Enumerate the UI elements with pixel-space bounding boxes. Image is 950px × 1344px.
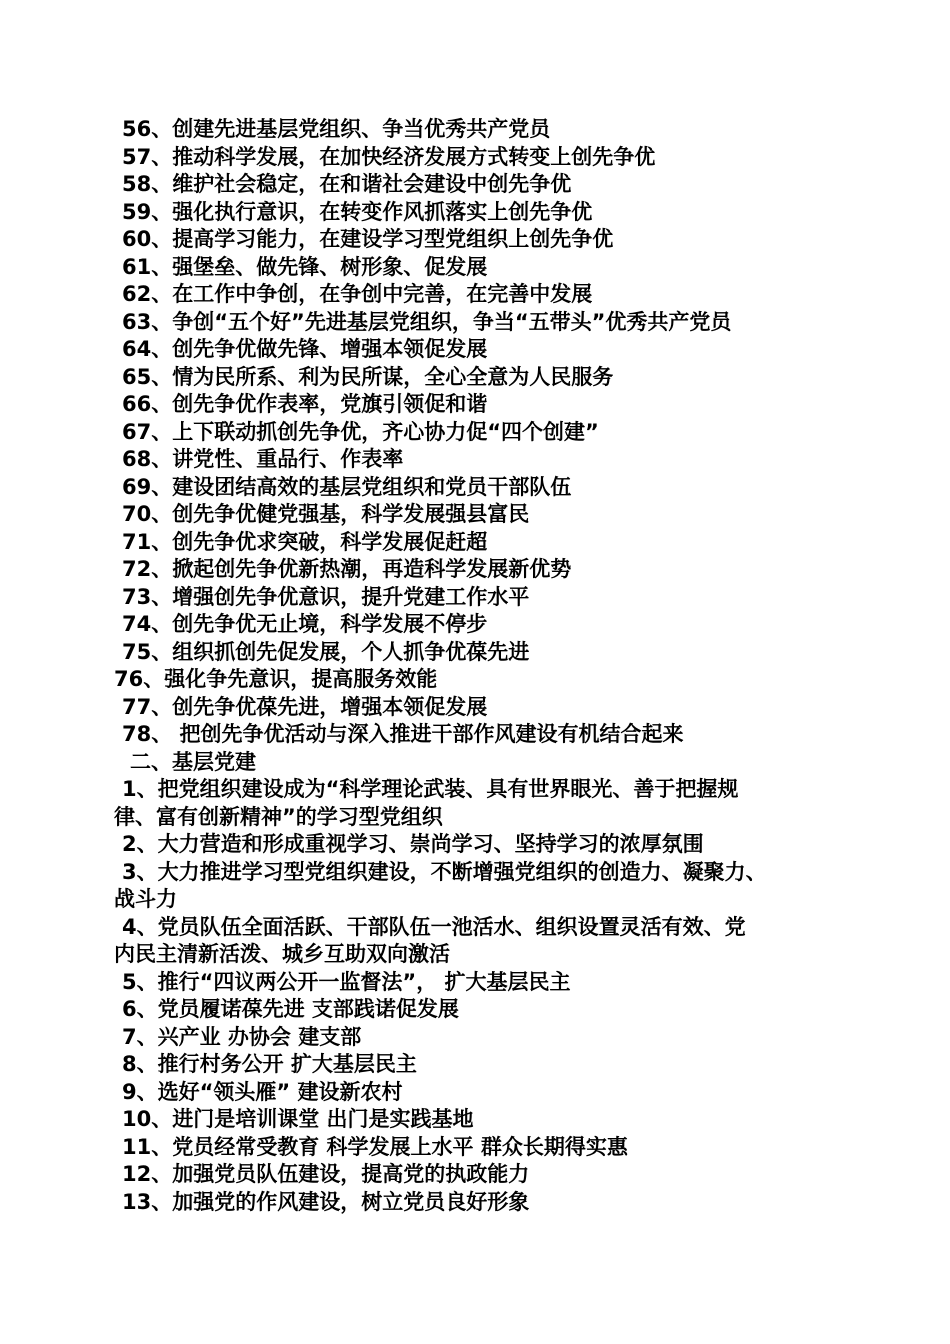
list-item: 57、推动科学发展，在加快经济发展方式转变上创先争优	[122, 144, 656, 169]
list-item: 62、在工作中争创，在争创中完善，在完善中发展	[122, 282, 593, 306]
list-item	[114, 914, 854, 969]
list-item: 77、创先争优葆先进，增强本领促发展	[122, 694, 488, 719]
list-item: 59、强化执行意识，在转变作风抓落实上创先争优	[122, 199, 593, 224]
document-body	[114, 116, 854, 1216]
list-item: 60、提高学习能力，在建设学习型党组织上创先争优	[122, 227, 614, 251]
list-item: 10、进门是培训课堂 出门是实践基地	[122, 1107, 474, 1131]
list-item: 68、讲党性、重品行、作表率	[122, 447, 404, 471]
list-item: 56、创建先进基层党组织、争当优秀共产党员	[122, 117, 551, 141]
list-item-line: 3、大力推进学习型党组织建设，不断增强党组织的创造力、凝聚力、	[122, 859, 767, 884]
list-item: 12、加强党员队伍建设，提高党的执政能力	[122, 1162, 530, 1186]
list-item: 67、上下联动抓创先争优，齐心协力促“四个创建”	[122, 419, 599, 444]
list-item-line: 律、富有创新精神”的学习型党组织	[114, 804, 443, 829]
list-item-line: 1、把党组织建设成为“科学理论武装、具有世界眼光、善于把握规	[122, 777, 739, 801]
list-item: 7、兴产业 办协会 建支部	[122, 1024, 362, 1049]
list-item: 75、组织抓创先促发展，个人抓争优葆先进	[122, 639, 530, 664]
list-item: 71、创先争优求突破，科学发展促赶超	[122, 529, 488, 554]
list-item	[114, 776, 854, 831]
list-item: 8、推行村务公开 扩大基层民主	[122, 1052, 417, 1076]
list-item: 78、 把创先争优活动与深入推进干部作风建设有机结合起来	[122, 722, 684, 746]
list-item-line: 内民主清新活泼、城乡互助双向激活	[114, 942, 450, 966]
list-item: 72、掀起创先争优新热潮，再造科学发展新优势	[122, 557, 572, 581]
list-item: 74、创先争优无止境，科学发展不停步	[122, 612, 488, 636]
list-item: 63、争创“五个好”先进基层党组织，争当“五带头”优秀共产党员	[122, 309, 732, 334]
list-item: 2、大力营造和形成重视学习、崇尚学习、坚持学习的浓厚氛围	[122, 832, 704, 856]
list-item: 58、维护社会稳定，在和谐社会建设中创先争优	[122, 172, 572, 196]
list-item: 61、强堡垒、做先锋、树形象、促发展	[122, 254, 488, 279]
section-heading: 二、基层党建	[130, 749, 256, 774]
list-item: 70、创先争优健党强基，科学发展强县富民	[122, 502, 530, 526]
list-item: 9、选好“领头雁” 建设新农村	[122, 1079, 403, 1104]
list-item: 65、情为民所系、利为民所谋，全心全意为人民服务	[122, 364, 614, 389]
list-item: 5、推行“四议两公开一监督法”， 扩大基层民主	[122, 969, 571, 994]
list-item	[114, 859, 854, 914]
list-item: 66、创先争优作表率，党旗引领促和谐	[122, 392, 488, 416]
list-item: 64、创先争优做先锋、增强本领促发展	[122, 337, 488, 361]
list-item: 69、建设团结高效的基层党组织和党员干部队伍	[122, 474, 572, 499]
list-item: 73、增强创先争优意识，提升党建工作水平	[122, 584, 530, 609]
list-item: 6、党员履诺葆先进 支部践诺促发展	[122, 997, 459, 1021]
list-item: 76、强化争先意识，提高服务效能	[114, 667, 438, 691]
list-item: 13、加强党的作风建设，树立党员良好形象	[122, 1189, 530, 1214]
list-item: 11、党员经常受教育 科学发展上水平 群众长期得实惠	[122, 1134, 628, 1159]
list-item-line: 4、党员队伍全面活跃、干部队伍一池活水、组织设置灵活有效、党	[122, 914, 746, 939]
list-item-line: 战斗力	[114, 887, 177, 911]
